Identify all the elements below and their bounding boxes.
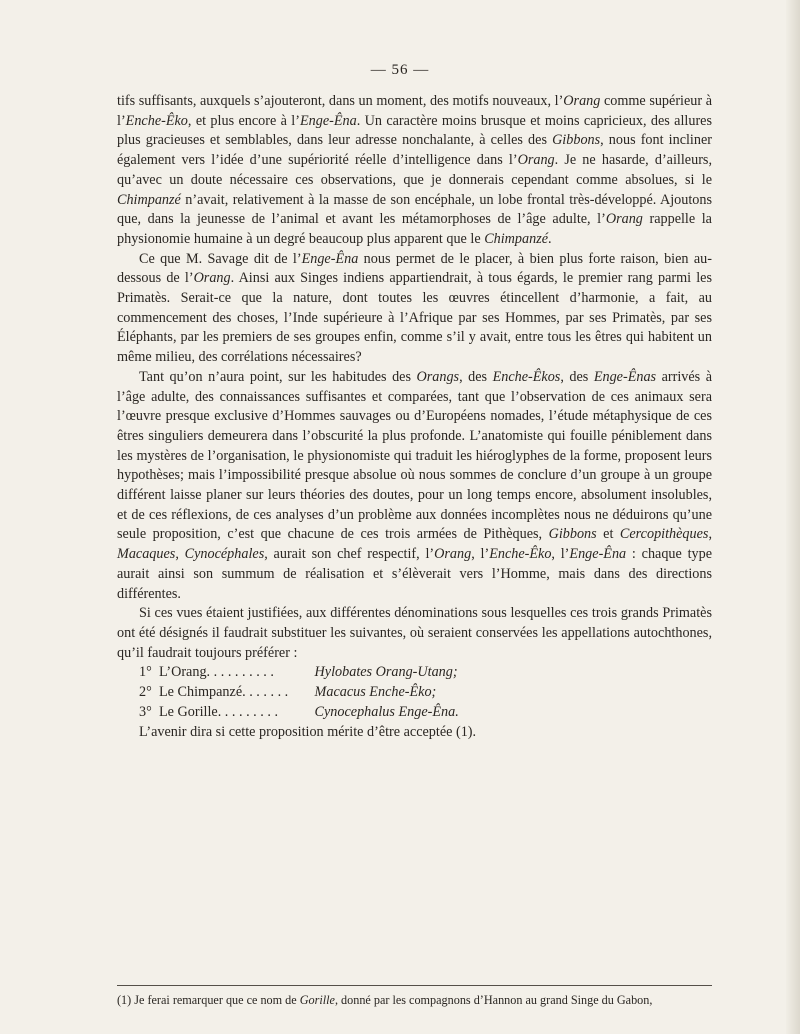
scientific-name: Hylobates Orang-Utang;	[314, 664, 458, 681]
page-number: — 56 —	[370, 62, 430, 78]
italic-term: Gibbons	[552, 132, 601, 149]
paragraph: Si ces vues étaient justifiées, aux différentes dénominations sous lesquelles ces trois grands Primatès ont été désignés il faudrait substituer les suivantes, où seraient conservées les appellations autochthones, qu’il faudrait toujours préférer :	[117, 605, 712, 661]
nomenclature-list	[117, 663, 712, 722]
paragraph: Ce que M. Savage dit de l’Enge-Êna nous permet de le placer, à bien plus forte raison, bien au-dessous de l’Orang. Ainsi aux Singes indiens appartiendrait, à tous égards, le premier rang parmi les Primatès. Serait-ce que la nature, dont toutes les œuvres étincellent d’harmonie, a fait, au commencement des choses, l’Inde supérieure à l’Afrique par ses Hommes, par ses Primatès, par ses Éléphants, par les premiers de ses groupes enfin, comme s’il y avait, entre tous les êtres qui habitent un même milieu, des corrélations nécessaires?	[117, 250, 713, 366]
list-label: L’Orang. . . . . . . . . .	[159, 664, 274, 681]
italic-term: Orang	[605, 211, 643, 228]
italic-term: Enge-Êna	[569, 546, 627, 563]
footnote-rule	[117, 985, 712, 986]
italic-term: Enge-Êna	[299, 112, 357, 129]
italic-term: Chimpanzé	[117, 191, 181, 208]
italic-term: Cynocéphales	[184, 546, 265, 563]
scientific-name: Cynocephalus Enge-Êna.	[314, 703, 459, 720]
closing-sentence: L’avenir dira si cette proposition mérite d’être acceptée (1).	[139, 723, 477, 740]
italic-term: Enche-Êkos	[492, 368, 561, 385]
list-label: Le Gorille. . . . . . . . .	[159, 703, 278, 720]
paragraph: Tant qu’on n’aura point, sur les habitudes des Orangs, des Enche-Êkos, des Enge-Ênas arrivés à l’âge adulte, des connaissances suffisantes et comparées, tant que l’observation de ces animaux sera l’œuvre presque exclusive d’Hommes sauvages ou d’Européens nomades, l’étude métaphysique de ces êtres singuliers demeurera dans l’obscurité la plus profonde. L’anatomiste qui fouille péniblement dans les mystères de l’organisation, le physionomiste qui traduit les hiéroglyphes de la forme, proposent leurs hypothèses; mais l’impossibilité presque absolue où nous sommes de conclure d’un groupe à un groupe différent laisse planer sur leurs théories des doutes, pour un long temps encore, absolument insolubles, et de ces réflexions, de ces analyses d’un problème aux données incomplètes nous ne déduirons qu’une seule proposition, c’est que chacune de ces trois armées de Pithèques, Gibbons et Cercopithèques, Macaques, Cynocéphales, aurait son chef respectif, l’Orang, l’Enche-Êko, l’Enge-Êna : chaque type aurait ainsi son summum de réalisation et s’élèverait vers l’Homme, mais dans des directions différentes.	[117, 368, 713, 602]
list-number: 1°	[139, 664, 152, 681]
page-edge	[786, 0, 800, 1034]
list-item	[117, 703, 712, 723]
italic-term: Orang	[434, 546, 472, 563]
footnote	[117, 992, 737, 1008]
list-label: Le Chimpanzé. . . . . . .	[159, 684, 289, 701]
italic-term: Enge-Ênas	[593, 368, 657, 385]
paragraph: tifs suffisants, auxquels s’ajouteront, dans un moment, des motifs nouveaux, l’Orang comme supérieur à l’Enche-Êko, et plus encore à l’Enge-Êna. Un caractère moins brusque et moins capricieux, des allures plus gracieuses et semblables, dans leur adresse nonchalante, à celles des Gibbons, nous font incliner également vers l’idée d’une supériorité réelle d’intelligence dans l’Orang. Je ne hasarde, d’ailleurs, qu’avec un doute nécessaire ces observations, que je donnerais cependant comme absolues, si le Chimpanzé n’avait, relativement à la masse de son encéphale, un lobe frontal très-développé. Ajoutons que, dans la jeunesse de l’animal et avant les métamorphoses de l’âge adulte, l’Orang rappelle la physionomie humaine à un degré beaucoup plus apparent que le Chimpanzé.	[117, 93, 712, 247]
italic-term: Orang	[517, 152, 555, 169]
italic-term: Enge-Êna	[301, 250, 359, 267]
italic-term: Cercopithèques	[619, 526, 709, 543]
list-item	[117, 663, 712, 683]
italic-term: Orang	[193, 270, 231, 287]
italic-term: Gibbons	[548, 526, 597, 543]
list-number: 2°	[139, 684, 152, 701]
italic-term: Macaques	[117, 546, 176, 563]
italic-term: Chimpanzé	[484, 230, 549, 247]
footnote-suffix: , donné par les compagnons d’Hannon au grand Singe du Gabon,	[334, 993, 653, 1007]
italic-term: Enche-Êko	[125, 112, 188, 129]
italic-term: Enche-Êko	[489, 546, 552, 563]
italic-term: Orang	[563, 93, 601, 109]
scientific-name: Macacus Enche-Êko;	[314, 684, 437, 701]
footnote-italic: Gorille	[299, 993, 335, 1007]
list-item	[117, 683, 712, 703]
list-number: 3°	[139, 703, 152, 720]
body-text	[117, 92, 712, 742]
italic-term: Orangs	[416, 368, 460, 385]
footnote-prefix: (1) Je ferai remarquer que ce nom de	[117, 993, 300, 1007]
